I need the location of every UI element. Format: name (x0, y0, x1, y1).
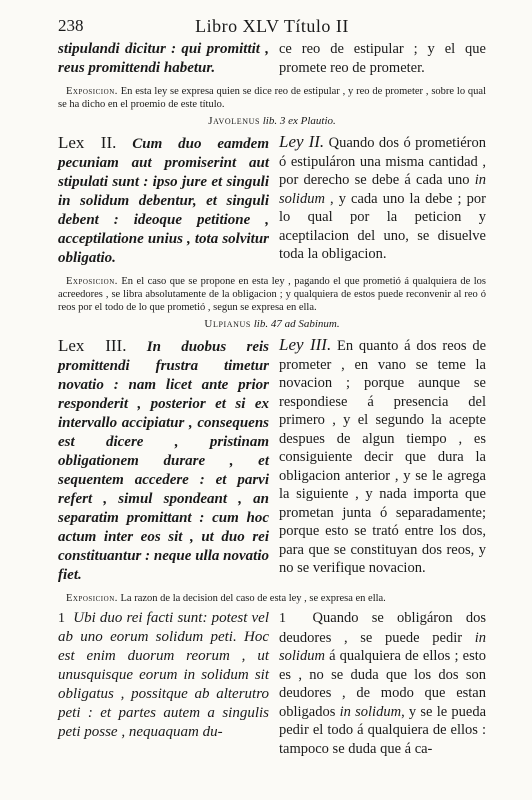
latin-text: stipulandi dicitur : qui promittit , reus promittendi habetur. (58, 41, 269, 76)
jurist-name: Ulpianus (204, 318, 251, 330)
jurist-citation-1 (58, 115, 486, 127)
exposicion-label: Exposicion. (66, 86, 118, 97)
lex-label: Lex III. (58, 336, 127, 355)
spanish-text: , y se le pueda pedir el todo á qualquiera de ellos : tampoco se duda que á ca- (279, 703, 487, 757)
exposicion-text: En esta ley se expresa quien se dice reo de estipular , y reo de prometer , sobre lo qual se ha dicho en el proemio de este título. (58, 86, 486, 110)
latin-column (58, 40, 269, 78)
exposicion-text: La razon de la decision del caso de esta ley , se expresa en ella. (120, 593, 386, 604)
latin-column (58, 609, 269, 758)
latin-column (58, 133, 269, 268)
latin-text: Ubi duo rei facti sunt: potest vel ab uno eorum solidum peti. Hoc est enim duorum reorum , ut unusquisque eorum in solidum sit obligatus , possitque ab alterutro peti : et partes autem a singulis peti posse , nequaquam du- (58, 610, 269, 740)
spanish-text: En quanto á dos reos de prometer , en vano se teme la novacion ; porque aunque se respondiese á presencia del primero , y el segundo la acepte despues de algun tiempo , es consiguiente decir que dura la obligacion anterior , y se le agrega la siguiente , y nada importa que prometan junta ó separadamente; porque esto se trató entre los dos, para que se constituyan dos reos, y no se verifique novacion. (279, 338, 487, 576)
spanish-italic: in solidum (279, 629, 486, 664)
latin-text: Cum duo eamdem pecuniam aut promiserint aut stipulati sunt : ipso jure et singuli in solidum debentur, et singuli debent : ideoque petitione , acceptilatione unius , tota solvitur obligatio. (58, 136, 269, 266)
paragraph-number: 1 (279, 611, 286, 626)
ley-label: Ley II. (279, 132, 325, 151)
spanish-italic: in solidum (339, 703, 402, 720)
page-header (58, 14, 486, 40)
spanish-column (279, 609, 486, 758)
spanish-column (279, 133, 486, 268)
jurist-citation-2 (58, 318, 486, 330)
paragraph-number: 1 (58, 611, 65, 626)
latin-text: In duobus reis promittendi frustra timetur novatio : nam licet ante prior responderit , posterior et si ex intervallo accipiatur , consequens est dicere , pristinam obligationem durare , et sequentem accedere : et parvi refert , simul spondeant , an separatim promittant : cum hoc actum inter eos sit , ut duo rei constituantur : neque ulla novatio fiet. (58, 339, 269, 583)
running-title: Libro XLV Título II (195, 16, 349, 36)
lex-2-block (58, 133, 486, 268)
ley-label: Ley III. (279, 335, 332, 354)
lex-label: Lex II. (58, 133, 117, 152)
spanish-text: , y cada uno la debe ; por lo qual por la peticion y aceptilacion del uno, se disuelve toda la obligacion. (279, 190, 486, 262)
page-number: 238 (58, 16, 84, 35)
jurist-source: lib. 3 ex Plautio. (262, 115, 336, 127)
spanish-text: ce reo de estipular ; y el que promete reo de prometer. (279, 41, 486, 76)
lex-3-block (58, 336, 486, 585)
spanish-column (279, 336, 486, 585)
exposicion-text: En el caso que se propone en esta ley , pagando el que prometió á qualquiera de los acreedores , se libra absolutamente de la obligacion ; y qualquiera de estos puede reconvenir al reo ó reos por el todo de lo que prometió , segun se expresa en ella. (58, 276, 486, 313)
exposicion-3 (58, 592, 486, 605)
spanish-italic: in solidum (279, 172, 486, 207)
continuation-block (58, 40, 486, 78)
spanish-text: Quando se obligáron dos deudores , se puede pedir (279, 610, 487, 646)
book-page (58, 14, 486, 758)
exposicion-2 (58, 275, 486, 314)
spanish-text: á qualquiera de ellos ; esto es , no se duda que los dos son deudores , de modo que estan obligados (279, 648, 486, 720)
jurist-source: lib. 47 ad Sabinum. (253, 318, 340, 330)
paragraph-1-block (58, 609, 486, 758)
exposicion-label: Exposicion. (66, 593, 118, 604)
exposicion-1 (58, 85, 486, 111)
exposicion-label: Exposicion. (66, 276, 118, 287)
jurist-name: Javolenus (208, 115, 260, 127)
spanish-column (279, 40, 486, 78)
spanish-text: Quando dos ó prometiéron ó estipuláron una misma cantidad , por derecho se debe á cada uno (279, 135, 487, 188)
latin-column (58, 336, 269, 585)
